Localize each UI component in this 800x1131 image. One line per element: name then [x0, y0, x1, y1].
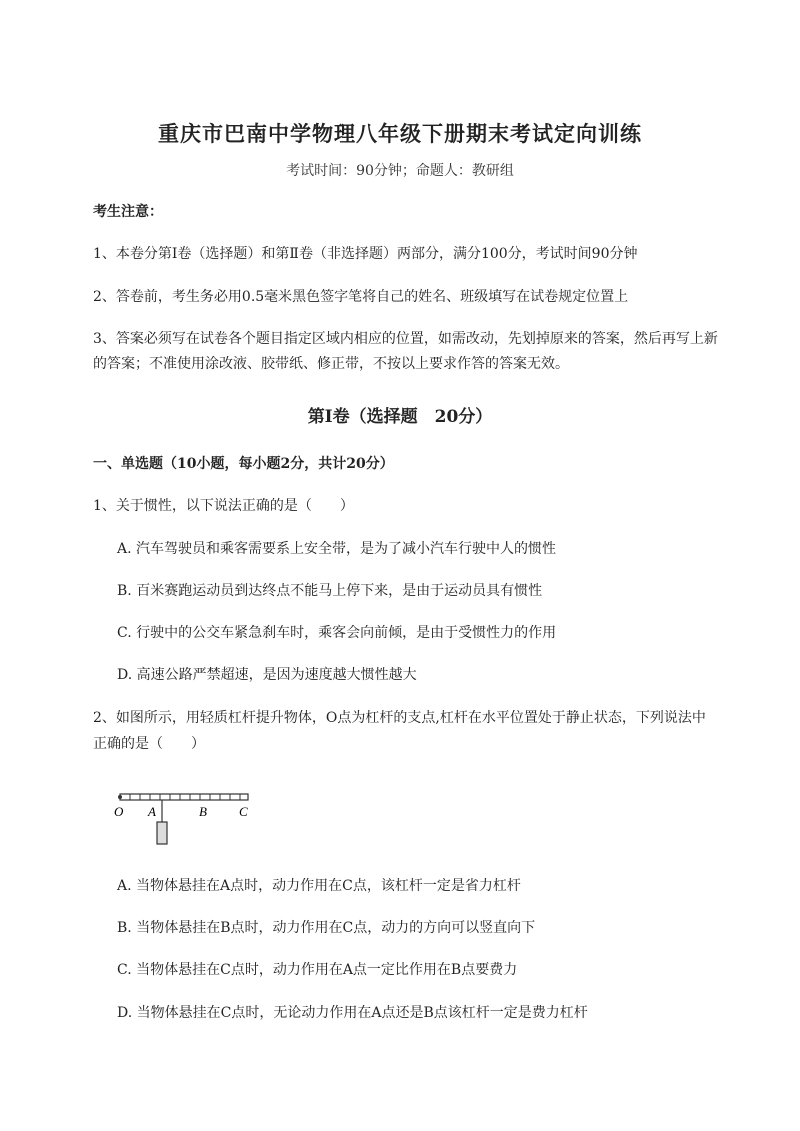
- exam-subtitle: 考试时间：90分钟；命题人：教研组: [286, 163, 514, 179]
- label-c: C: [239, 804, 248, 819]
- notice-item-3-cont: 的答案；不准使用涂改液、胶带纸、修正带，不按以上要求作答的答案无效。: [93, 356, 569, 372]
- label-b: B: [199, 804, 207, 819]
- fulcrum-point: [118, 795, 122, 799]
- question-1-option-b: B. 百米赛跑运动员到达终点不能马上停下来，是由于运动员具有惯性: [117, 583, 543, 599]
- question-2-option-b: B. 当物体悬挂在B点时，动力作用在C点，动力的方向可以竖直向下: [117, 920, 536, 936]
- question-1-option-a: A. 汽车驾驶员和乘客需要系上安全带，是为了减小汽车行驶中人的惯性: [117, 541, 557, 557]
- question-2-stem: 2、如图所示，用轻质杠杆提升物体，O点为杠杆的支点,杠杆在水平位置处于静止状态，下列说法中: [93, 710, 706, 726]
- notice-item-3: 3、答案必须写在试卷各个题目指定区域内相应的位置，如需改动，先划掉原来的答案，然后再写上新: [93, 331, 718, 347]
- notice-item-2: 2、答卷前，考生务必用0.5毫米黑色签字笔将自己的姓名、班级填写在试卷规定位置上: [93, 289, 629, 305]
- hanging-weight: [157, 822, 167, 844]
- section-title: 第I卷（选择题 20分）: [307, 407, 493, 427]
- label-a: A: [148, 804, 156, 819]
- part-heading: 一、单选题（10小题，每小题2分，共计20分）: [93, 456, 394, 472]
- question-2-option-d: D. 当物体悬挂在C点时，无论动力作用在A点还是B点该杠杆一定是费力杠杆: [117, 1005, 588, 1021]
- question-1-stem: 1、关于惯性，以下说法正确的是（ ）: [93, 498, 354, 514]
- lever-bar: [120, 794, 248, 800]
- exam-title: 重庆市巴南中学物理八年级下册期末考试定向训练: [158, 121, 642, 146]
- question-1-option-c: C. 行驶中的公交车紧急刹车时，乘客会向前倾，是由于受惯性力的作用: [117, 625, 557, 641]
- question-2-stem-cont: 正确的是（ ）: [93, 736, 205, 752]
- label-o: O: [114, 804, 124, 819]
- question-1-option-d: D. 高速公路严禁超速，是因为速度越大惯性越大: [117, 667, 417, 683]
- notice-heading: 考生注意：: [93, 204, 163, 220]
- notice-item-1: 1、本卷分第I卷（选择题）和第Ⅱ卷（非选择题）两部分，满分100分，考试时间90分钟: [93, 246, 638, 262]
- question-2-option-c: C. 当物体悬挂在C点时，动力作用在A点一定比作用在B点要费力: [117, 962, 518, 978]
- question-2-option-a: A. 当物体悬挂在A点时，动力作用在C点，该杠杆一定是省力杠杆: [117, 878, 521, 894]
- lever-figure: [110, 785, 260, 855]
